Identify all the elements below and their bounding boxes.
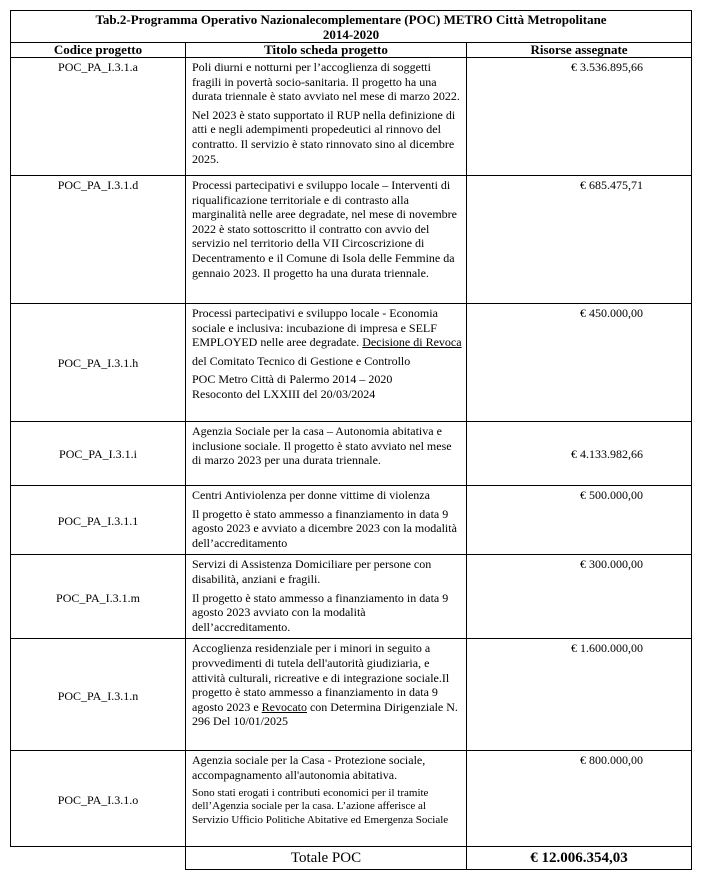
description-paragraph: Agenzia Sociale per la casa – Autonomia abitativa e inclusione sociale. Il progetto è stato avviato nel mese di marzo 2023 per una durata triennale.: [192, 424, 452, 468]
project-description: [186, 751, 467, 847]
revocato-link: Revocato: [261, 699, 307, 714]
project-code: POC_PA_I.3.1.m: [11, 555, 186, 639]
project-code: POC_PA_I.3.1.h: [11, 304, 186, 422]
table-row: [11, 555, 692, 639]
description-paragraph: [192, 306, 462, 350]
header-titolo: Titolo scheda progetto: [186, 43, 467, 58]
project-amount: € 685.475,71: [467, 176, 692, 304]
table-row: [11, 486, 692, 555]
table-header-row: [11, 43, 692, 58]
description-paragraph: Processi partecipativi e sviluppo locale – Interventi di riqualificazione territoriale e di contrasto alla marginalità nelle aree degradate, nel mese di novembre 2022 è stato sottoscritto il contratto con avvio del servizio nel territorio della VII Circoscrizione di Decentramento e il Comune di Isola delle Femmine da gennaio 2023. Il progetto ha una durata triennale.: [192, 178, 457, 280]
description-paragraph: Nel 2023 è stato supportato il RUP nella definizione di atti e negli adempimenti propedeutici al rinnovo del contratto. Il servizio è stato rinnovato sino al dicembre 2025.: [192, 107, 456, 166]
table-title-line2: 2014-2020: [322, 27, 380, 42]
description-text: Processi partecipativi e sviluppo locale - Economia sociale e inclusiva: incubazione di impresa e SELF EMPLOYED nelle aree degradate.: [192, 306, 438, 350]
project-amount: € 800.000,00: [467, 751, 692, 847]
table-row: [11, 751, 692, 847]
project-code: POC_PA_I.3.1.i: [11, 422, 186, 486]
project-description: [186, 639, 467, 751]
table-row: [11, 422, 692, 486]
description-paragraph: del Comitato Tecnico di Gestione e Controllo: [192, 353, 411, 368]
table-row: [11, 639, 692, 751]
description-paragraph: Sono stati erogati i contributi economici per il tramite dell’Agenzia sociale per la casa. L’azione afferisce al Servizio Ufficio Politiche Abitative ed Emergenza Sociale: [192, 786, 449, 826]
project-description: [186, 486, 467, 555]
project-amount: € 4.133.982,66: [467, 422, 692, 486]
description-paragraph: Il progetto è stato ammesso a finanziamento in data 9 agosto 2023 e avviato a dicembre 2023 con la modalità dell’accreditamento: [192, 506, 457, 550]
project-description: [186, 304, 467, 422]
total-label: Totale POC: [186, 847, 467, 870]
project-description: [186, 422, 467, 486]
description-paragraph: Poli diurni e notturni per l’accoglienza di soggetti fragili in povertà socio-sanitaria. Il progetto ha una durata triennale è stato avviato nel mese di marzo 2022.: [192, 60, 460, 104]
project-description: [186, 555, 467, 639]
header-codice: Codice progetto: [11, 43, 186, 58]
description-paragraph: [192, 641, 462, 729]
description-paragraph: Il progetto è stato ammesso a finanziamento in data 9 agosto 2023 avviato con la modalità dell’accreditamento.: [192, 590, 449, 634]
project-amount: € 450.000,00: [467, 304, 692, 422]
header-risorse: Risorse assegnate: [467, 43, 692, 58]
project-description: [186, 176, 467, 304]
project-code: POC_PA_I.3.1.d: [11, 176, 186, 304]
total-row: [11, 847, 692, 870]
description-paragraph: Agenzia sociale per la Casa - Protezione sociale, accompagnamento all'autonomia abitativa.: [192, 753, 426, 782]
description-paragraph: Servizi di Assistenza Domiciliare per persone con disabilità, anziani e fragili.: [192, 557, 432, 586]
project-description: [186, 58, 467, 176]
description-paragraph: Centri Antiviolenza per donne vittime di violenza: [192, 488, 430, 502]
table-row: [11, 58, 692, 176]
total-value: € 12.006.354,03: [467, 847, 692, 870]
poc-table: [10, 10, 692, 870]
description-paragraph: [192, 372, 462, 401]
project-code: POC_PA_I.3.1.n: [11, 639, 186, 751]
project-code: POC_PA_I.3.1.o: [11, 751, 186, 847]
table-title-line1: Tab.2-Programma Operativo Nazionalecomplementare (POC) METRO Città Metropolitane: [95, 12, 607, 27]
project-code: POC_PA_I.3.1.1: [11, 486, 186, 555]
description-text: POC Metro Città di Palermo 2014 – 2020: [192, 372, 393, 387]
total-spacer: [11, 847, 186, 870]
project-amount: € 500.000,00: [467, 486, 692, 555]
project-code: POC_PA_I.3.1.a: [11, 58, 186, 176]
description-text: con Determina Dirigenziale N. 296 Del 10/01/2025: [192, 699, 458, 729]
project-amount: € 1.600.000,00: [467, 639, 692, 751]
description-text: Accoglienza residenziale per i minori in seguito a provvedimenti di tutela dell'autorità giudiziaria, e attività culturali, ricreative e di integrazione sociale.Il progetto è stato ammesso a finanziamento in data 9 agosto 2023 e: [192, 641, 450, 714]
table-row: [11, 176, 692, 304]
project-amount: € 3.536.895,66: [467, 58, 692, 176]
table-row: [11, 304, 692, 422]
description-text: Resoconto del LXXIII del 20/03/2024: [192, 386, 376, 401]
table-title: [11, 11, 692, 43]
revoca-decision-link: Decisione di Revoca: [362, 335, 462, 350]
project-amount: € 300.000,00: [467, 555, 692, 639]
